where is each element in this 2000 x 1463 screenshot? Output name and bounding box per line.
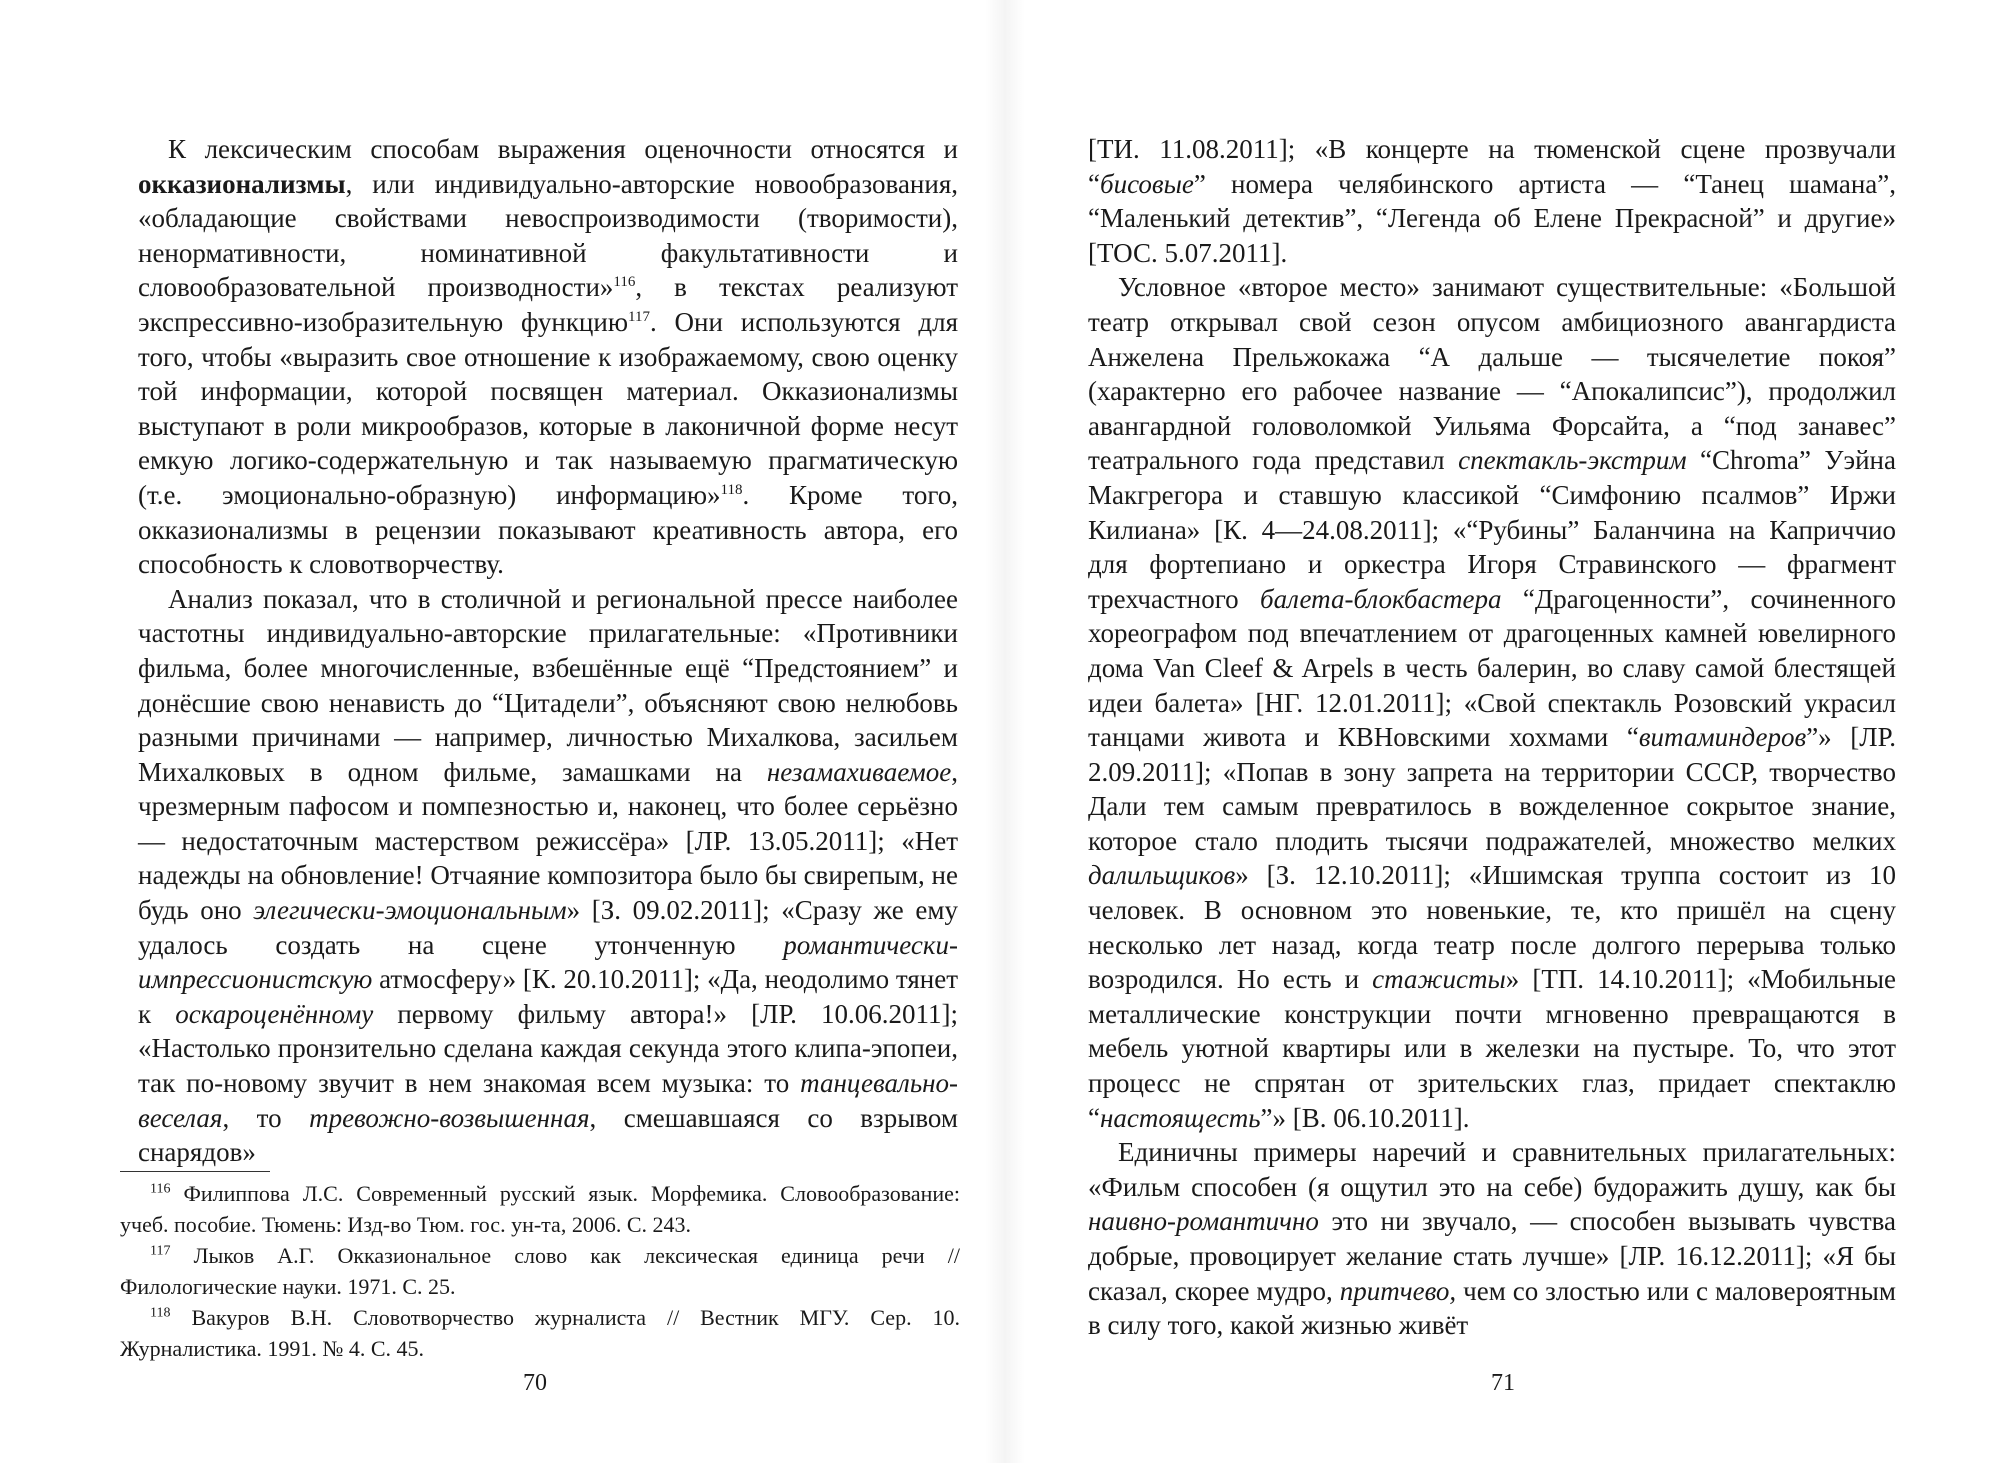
italic-example: далильщиков — [1088, 860, 1236, 891]
right-paragraph-2: Условное «второе место» занимают существительные: «Большой театр открывал свой сезон опусом амбициозного авангардиста Анжелена Прельжокажа “А дальше — тысячелетие покоя” (характерно его рабочее название — “Апокалипсис”), продолжил авангардной головоломкой Уильяма Форсайта, а “под занавес” театрального года представил спектакль-экстрим “Chroma” Уэйна Макгрегора и ставшую классикой “Симфонию псалмов” Иржи Килиана» [К. 4—24.08.2011]; «“Рубины” Баланчина на Каприччио для фортепиано и оркестра Игоря Стравинского — фрагмент трехчастного балета-блокбастера “Драгоценности”, сочиненного хореографом под впечатлением от драгоценных камней ювелирного дома Van Cleef & Arpels в честь балерин, во славу самой блестящей идеи балета» [НГ. 12.01.2011]; «Свой спектакль Розовский украсил танцами живота и КВНовскими хохмами “витаминдеров”» [ЛР. 2.09.2011]; «Попав в зону запрета на территории СССР, творчество Дали тем самым превратилось в вожделенное сокрытое знание, которое стало плодить тысячи подражателей, множество мелких далильщиков» [З. 12.10.2011]; «Ишимская труппа состоит из 10 человек. В основном это новенькие, те, кто пришёл на сцену несколько лет назад, когда театр после долгого перерыва только возродился. Но есть и стажисты» [ТП. 14.10.2011]; «Мобильные металлические конструкции почти мгновенно превращаются в мебель уютной квартиры или в железки на пустыре. То, что этот процесс не спрятан от зрительских глаз, придает спектаклю “настоящесть”» [В. 06.10.2011]. — [1088, 272, 1897, 1133]
footnote-ref-118: 118 — [720, 481, 743, 498]
right-paragraph-3: Единичны примеры наречий и сравнительных прилагательных: «Фильм способен (я ощутил это на себе) будоражить душу, как бы наивно-романтично это ни звучало, — способен вызывать чувства добрые, провоцирует желание стать лучше» [ЛР. 16.12.2011]; «Я бы сказал, скорее мудро, притчево, чем со злостью или с маловероятным в силу того, какой жизнью живёт — [1088, 1137, 1896, 1341]
left-paragraph-2: Анализ показал, что в столичной и региональной прессе наиболее частотны индивидуально-авторские прилагательные: «Противники фильма, более многочисленные, взбешённые ещё “Предстоянием” и донёсшие свою ненависть до “Цитадели”, объясняют свою нелюбовь разными причинами — например, личностью Михалкова, засильем Михалковых в одном фильме, замашками на незамахиваемое, чрезмерным пафосом и помпезностью и, наконец, что более серьёзно — недостаточным мастерством режиссёра» [ЛР. 13.05.2011]; «Нет надежды на обновление! Отчаяние композитора было бы свирепым, не будь оно элегически-эмоциональным» [З. 09.02.2011]; «Сразу же ему удалось создать на сцене утонченную романтически-импрессионистскую атмосферу» [К. 20.10.2011]; «Да, неодолимо тянет к оскароценённому первому фильму автора!» [ЛР. 10.06.2011]; «Настолько пронзительно сделана каждая секунда этого клипа-эпопеи, так по-новому звучит в нем знакомая всем музыка: то танцевально-веселая, то тревожно-возвышенная, смешавшаяся со взрывом снарядов» — [138, 583, 958, 1168]
italic-example: спектакль-экстрим — [1458, 445, 1687, 476]
footnote-ref-117: 117 — [628, 308, 650, 325]
right-paragraph-1: [ТИ. 11.08.2011]; «В концерте на тюменской сцене прозвучали “бисовые” номера челябинского артиста — “Танец шамана”, “Маленький детектив”, “Легенда об Елене Прекрасной” и другие» [ТОС. 5.07.2011]. — [1088, 134, 1896, 268]
italic-example: оскароценённому — [175, 998, 374, 1029]
italic-example: тревожно-возвышенная — [309, 1102, 590, 1133]
italic-example: танцевально-веселая — [138, 1068, 958, 1133]
italic-example: витаминдеров — [1638, 722, 1807, 753]
left-page-body — [138, 132, 958, 1170]
term-occasionalisms: окказионализмы — [138, 168, 346, 199]
italic-example: бисовые — [1099, 168, 1194, 199]
italic-example: романтически-импрессионистскую — [138, 929, 958, 995]
footnote-118: $^{118}$ Вакуров В.Н. Словотворчество журналиста // Вестник МГУ. Сер. 10. Журналистика. 1991. № 4. С. 45. — [120, 1305, 961, 1361]
footnote-117: $^{117}$ Лыков А.Г. Окказиональное слово как лексическая единица речи // Филологические науки. 1971. С. 25. — [120, 1243, 960, 1299]
italic-example: незамахиваемое — [766, 756, 952, 787]
italic-example: наивно-романтично — [1088, 1206, 1319, 1237]
page-number-left: 70 — [523, 1370, 547, 1396]
italic-example: притчево, — [1339, 1275, 1457, 1306]
italic-example: настоящесть — [1099, 1102, 1261, 1133]
footnote-ref-116: 116 — [613, 274, 636, 291]
page-number-right: 71 — [1491, 1370, 1515, 1396]
right-page — [1000, 0, 2000, 1463]
footnotes — [120, 1178, 960, 1364]
right-page-body — [1088, 132, 1896, 1343]
italic-example: балета-блокбастера — [1259, 583, 1502, 614]
italic-example: элегически-эмоциональным — [253, 895, 567, 926]
footnote-116: $^{116}$ Филиппова Л.С. Современный русский язык. Морфемика. Словообразование: учеб. пособие. Тюмень: Изд-во Тюм. гос. ун-та, 2006. С. 243. — [120, 1181, 961, 1237]
footnote-separator — [120, 1171, 270, 1172]
left-paragraph-1: К лексическим способам выражения оценочности относятся и окказионализмы, или индивидуально-авторские новообразования, «обладающие свойствами невоспроизводимости (творимости), ненормативности, номинативной факультативности и словообразовательной производности»$^{116}$, в текстах реализуют экспрессивно-изобразительную функцию$^{117}$. Они используются для того, чтобы «выразить свое отношение к изображаемому, свою оценку той информации, которой посвящен материал. Окказионализмы выступают в роли микрообразов, которые в лаконичной форме несут емкую логико-содержательную и так называемую прагматическую (т.е. эмоционально-образную) информацию»$^{118}$. Кроме того, окказионализмы в рецензии показывают креативность автора, его способность к словотворчеству. — [138, 134, 959, 580]
italic-example: стажисты — [1372, 964, 1506, 995]
